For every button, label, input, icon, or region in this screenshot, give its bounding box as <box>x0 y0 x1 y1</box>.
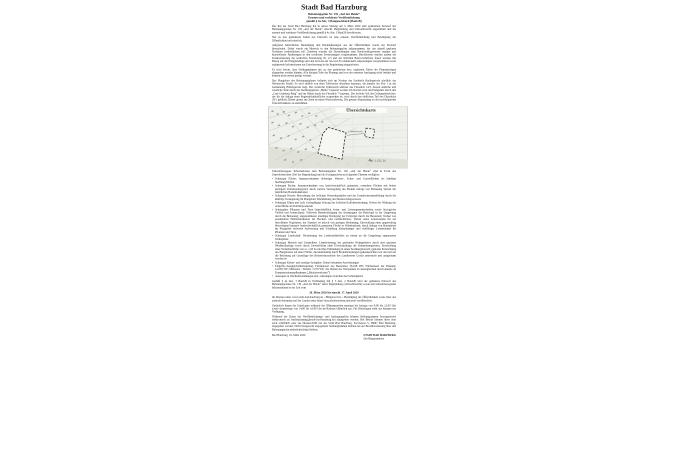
bullet-text: Schutzgut Kultur- und sonstige Sachgüter: Keine bekannten Auswirkungen <box>274 260 359 264</box>
bullet-marker: • <box>272 274 273 278</box>
secondary-area-boundary <box>365 128 375 138</box>
list-item <box>272 241 396 260</box>
bullet-marker: • <box>272 208 273 212</box>
bullet-text: Schutzgut Wasser: Betrachtung des örtlichen Wasserhaushaltes und der Grundwasserneubildung durch die künftige Versiegelung im Plangebiet; Rückhaltung des Niederschlagswassers <box>274 194 396 201</box>
list-item <box>272 194 396 200</box>
bullet-marker: • <box>272 201 273 205</box>
boundary-label: Geltungsbereich <box>348 131 363 134</box>
list-item <box>272 234 396 240</box>
overview-map <box>268 107 408 169</box>
page-title: Stadt Bad Harzburg <box>301 2 367 11</box>
list-item <box>272 184 396 194</box>
bullet-marker: • <box>272 184 273 188</box>
notice-column <box>272 3 396 340</box>
bullet-marker: • <box>272 234 273 238</box>
paragraph-legal-basis: Gemäß § 4a Abs. 3 BauGB in Verbindung mit § 3 Abs. 2 BauGB wird der geänderte Entwurf des Bebauungsplanes Nr. 139 „Auf der Heide“ nebst Begründung (Umweltbericht) sowie den umweltbezogenen Informationen in der Zeit vom <box>272 279 396 289</box>
bullet-text: Schutzgut Fläche: Inanspruchnahme bisheriger Wiesen-, Acker- und Gartenflächen als künftige Siedlungsflächen <box>274 177 396 184</box>
paragraph-internet-publication: im Internet unter www.stadt-bad-harzburg.de › Bürgerservice › Beteiligung der Öffentlichkeit sowie über das zentrale Internetportal des Landes unter https://uvp.niedersachsen.de/portal veröffentlicht. <box>272 295 396 302</box>
list-item <box>272 265 396 275</box>
bullet-marker: • <box>272 260 273 264</box>
subtitle-line-1: Bebauungsplan Nr. 139 „Auf der Heide“ <box>308 12 360 16</box>
display-period: 20. März 2020 bis einschl. 17. April 2020 <box>309 290 359 295</box>
paragraph-scope-note: Nur zu den geänderten Teilen des Entwurfs ist eine erneute Veröffentlichung und Beteiligung der Öffentlichkeit erforderlich. <box>272 35 396 42</box>
subtitle-line-3: gemäß § 4a Abs. 3 Baugesetzbuch (BauGB) <box>306 19 362 23</box>
list-item <box>272 201 396 207</box>
subtitle-line-2: Erneute und verkürzte Veröffentlichung <box>308 15 360 20</box>
bullet-marker: • <box>272 241 273 245</box>
paragraph-amendments: Aufgrund behördlicher Beteiligung und Rückäußerungen aus der Öffentlichkeit wurde der Entwurf überarbeitet. Dabei wurde ein Hinweis in den Bebauungsplan aufgenommen, der das aktuell geplante Vorhaben verdeutlichen soll. Daneben wurden die Darstellungen zum Niederschlagswasser ergänzt und klarstellende Änderungen in den textlichen Festsetzungen vorgenommen. Beschlossen wurden zudem die Konkretisierung der textlichen Festsetzung Nr. 2.5 und der örtlichen Bauvorschriften; ferner wurden mit Bezug auf die Plangrundlage und den Verweis auf das LGLN redaktionelle Anpassungen vorgenommen sowie ergänzende Informationen zur Entwässerung in die Begründung eingearbeitet. <box>272 43 396 67</box>
map-credit: LGLN <box>374 159 386 164</box>
bullet-text: Schutzgut Mensch und Gesundheit: Lärmbelastung des geplanten Wohngebietes durch eine geplante Windkraftanlage sowie durch Gewerbelärm ohne Überschreitung der Orientierungswerte; Entwicklung einer Wohnbaufläche von ca. 1,95 ha und ihre Einbindung in einen Siedlungsbereich; geplante Entwicklung des Baugebietes auf einer Fläche, die kleinräumig durch Bodenbelastungen gekennzeichnet war und auf der die Belastung auf Grundlage des Bodenschutzrechts des Landkreises Goslar untersucht und ausgeräumt worden ist <box>274 241 396 261</box>
map-caption: Umweltbezogene Informationen zum Bebauungsplan Nr. 139 „Auf der Heide“ sind in Form des Umweltberichtes (Teil der Begründung) und als Fachgutachten zu folgenden Themen verfügbar: <box>272 169 396 176</box>
bullet-text: Schutzgut Boden: Inanspruchnahme von landwirtschaftlich genutzten, ortsnahen Flächen mit bisher geringem Vorbelastungsgrad; durch weitere Versiegelung des Bodens infolge von Bebauung Verlust der natürlichen Bodenfunktionen <box>274 184 396 194</box>
place-date: Bad Harzburg, 16. März 2020 <box>272 333 306 337</box>
overview-map-image <box>268 107 408 169</box>
bullet-text: Schutzgut Landschaft: Veränderung des Landschaftsbildes zu einem an die Umgebung angepassten Wohngebiet <box>274 234 396 241</box>
map-label: Übersichtskarte <box>346 107 376 113</box>
paragraph-plan-area-description: Das Plangebiet des Bebauungsplanes befindet sich im Norden des Stadtteils Harlingerode nördlich der Westeroder Straße. Es wird südlich von einer Teilstrecke derselben begrenzt, die jenseits der Flur 1 in der Gemarkung Harlingerode liegt. Der westliche Teilbereich umfasst das Flurstück 14/3, dessen südliche und westliche Teile durch das Siedlungsgebiet „Heide“ begrenzt werden. Im Norden wird das Plangebiet durch den „Curt-Grünberg-Ring“ und im Süden durch das Flurstück 7 begrenzt. Der östliche Teil des Geltungsbereiches, der für die Anlage einer Regenrückhaltefläche vorgesehen ist, wird durch den südlichen Teil des Flurstücks 29/1 gebildet. Dieser grenzt im Osten an einen Wirtschaftsweg. Die genaue Abgrenzung ist der nachfolgenden Übersichtsskizze zu entnehmen. <box>272 79 396 105</box>
bullet-text: Eingriffs-/Ausgleichsbilanzierung: Flächenwert des Bestandes: 36.168 WE; Flächenwert der Planung: 41.058 WE; Differenz / Defizit: 7.270 WE; das Defizit der Wertpunkte ist auszugleichen durch Anteile an Kompensationsmaßnahmen („Biotopwertkonto“) <box>274 264 396 274</box>
paragraph-comment-restriction: Es wird betont, dass Stellungnahmen nur zu den geänderten bzw. ergänzten Teilen der Planunterlagen abgegeben werden können. Alle übrigen Teile der Planung sind von der erneuten Auslegung nicht berührt und können nicht erneut gerügt werden. <box>272 67 396 78</box>
bullet-text: Schutzgüter Pflanzen und Tiere (einschließlich Arten- und Lebensgemeinschaften sowie biologische Vielfalt und Artenschutz): Teilweise Beeinträchtigung der Artengruppe der Brutvögel in der Umgebung durch die Bebauung; angenommener anteiliger Rückgang der Feldvögel durch die Bauzeiten; Verlust von potenziellen Habitatstrukturen der Hecken- und Gebüschbrüter; Verlust eines Lebensraums für die betroffenen Vogelarten, der Standort ist jedoch von geringer Bedeutung; Entwicklung einer gegenwärtig überwiegend intensiv landwirtschaftlich genutzten Fläche in Wohnbauland; durch Anlage von Hausgärten im Plangebiet teilweise Aufwertung und Schaffung kleinräumiger und vielfältiger Lebensräume für Pflanzen und Tiere <box>274 208 396 234</box>
list-item <box>272 208 396 234</box>
paragraph-council-resolution: Der Rat der Stadt Bad Harzburg hat in seiner Sitzung am 3. März 2020 dem geänderten Entwurf des Bebauungsplanes Nr. 139 „Auf der Heide“ einschl. Begründung und Umweltbericht zugestimmt und die erneute und verkürzte Veröffentlichung gemäß § 4a Abs. 3 BauGB beschlossen. <box>272 24 396 34</box>
bullet-text: Schutzgut Klima und Luft: Geringfügige Störung der örtlichen Kaltluftentstehung; Verlust der Wirkung der Ackerfläche als Kaltluftproduzent <box>274 201 396 208</box>
signature-role: Der Bürgermeister <box>363 336 385 340</box>
environment-topics-list <box>272 177 396 277</box>
bullet-text: Aussagen zu Wechselbeziehungen und -wirkungen zwischen den Schutzgütern <box>274 274 364 278</box>
notice-footer <box>272 334 396 340</box>
bullet-marker: • <box>272 264 273 268</box>
paragraph-statements: Während der Dauer der Veröffentlichungs- und Auslegungsfrist können Stellungnahmen (vorzugsweise elektronisch an bauleitplanung@stadt-bad-harzburg.de) abgegeben werden. Bei Bedarf können diese aber auch schriftlich oder zur Niederschrift bei der Stadt Bad Harzburg, Forstwiese 5, 38667 Bad Harzburg, abgegeben werden. Nicht fristgerecht abgegebene Stellungnahmen können bei der Beschlussfassung über den Bebauungsplan unberücksichtigt bleiben. <box>272 315 396 331</box>
bullet-marker: • <box>272 177 273 181</box>
signature-org: STADT BAD HARZBURG <box>363 333 396 337</box>
list-item <box>272 275 396 278</box>
bullet-marker: • <box>272 194 273 198</box>
list-item <box>272 177 396 183</box>
signature-block <box>364 334 396 340</box>
paragraph-office-hours: Zusätzlich liegen die Unterlagen während der Öffnungszeiten montags bis freitags von 9:00 bis 12:00 Uhr sowie donnerstags von 14:00 bis 16:00 Uhr im Rathaus öffentlich aus. Für Rückfragen steht das Bauamt zur Verfügung. <box>272 303 396 314</box>
